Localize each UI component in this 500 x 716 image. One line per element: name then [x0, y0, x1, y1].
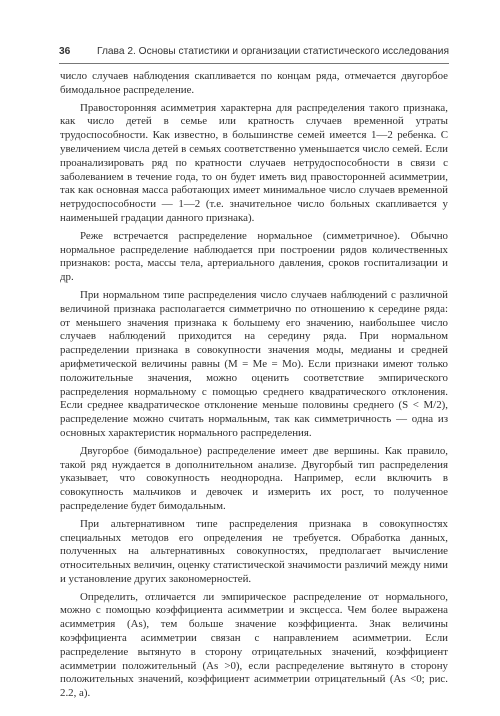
paragraph-normal-type: При нормальном типе распределения число случаев наблюдений с различной величиной признака располагается симметрично по отношению к середине ряда: от меньшего значения признака к большему его значению, наибольшее число случаев наблюдений приходится на середину ряда. При нормальном распределении признака в совокупности значения моды, медианы и средней арифметической величины равны (M = Me = Mo). Если признаки имеют только положительные значения, можно оценить соответствие эмпирического распределения нормальному с помощью среднего квадратического отклонения. Если среднее квадратическое отклонение меньше половины среднего (S < M/2), распределение можно считать нормальным, так как симметричность — одна из основных характеристик нормального распределения.: [60, 288, 448, 439]
paragraph-continuation: число случаев наблюдения скапливается по концам ряда, отмечается двугорбое бимодальное распределение.: [60, 70, 448, 96]
running-head: Глава 2. Основы статистики и организации статистического исследования: [97, 46, 449, 57]
page-number: 36: [59, 46, 71, 57]
page-header: [59, 46, 449, 60]
paragraph-asymmetry: Определить, отличается ли эмпирическое распределение от нормального, можно с помощью коэффициента асимметрии и эксцесса. Чем более выражена асимметрия (As), тем больше значение коэффициента. Знак величины коэффициента асимметрии связан с направлением асимметрии. Если распределение вытянуто в сторону отрицательных значений, коэффициент асимметрии положительный (As >0), если распределение вытянуто в сторону положительных значений, коэффициент асимметрии отрицательный (As <0; рис. 2.2, а).: [60, 590, 448, 700]
paragraph-normal-distribution: Реже встречается распределение нормальное (симметричное). Обычно нормальное распределение наблюдается при построении рядов количественных признаков: роста, массы тела, артериального давления, сроков госпитализации и др.: [60, 229, 448, 284]
paragraph-bimodal: Двугорбое (бимодальное) распределение имеет две вершины. Как правило, такой ряд нуждается в дополнительном анализе. Двугорбый тип распределения указывает, что совокупность неоднородна. Например, если включить в совокупность мальчиков и девочек и измерить их рост, то полученное распределение будет бимодальным.: [60, 444, 448, 512]
body-text: [60, 70, 448, 705]
paragraph-right-skew: Правосторонняя асимметрия характерна для распределения такого признака, как число детей в семье или кратность случаев временной утраты трудоспособности. Как известно, в большинстве семей имеется 1—2 ребенка. С увеличением числа детей в семьях соответственно уменьшается число семей. Если проанализировать ряд по кратности случаев нетрудоспособности в связи с заболеванием в течение года, то он будет иметь вид правосторонней асимметрии, так как основная масса работающих имеет минимальное число случаев временной нетрудоспособности — 1—2 (т.е. значительное число больных скапливается у наименьшей градации данного признака).: [60, 101, 448, 224]
paragraph-alternative: При альтернативном типе распределения признака в совокупностях специальных методов его определения не требуется. Обработка данных, полученных на альтернативных совокупностях, предполагает вычисление относительных величин, оценку статистической значимости различий между ними и установление других закономерностей.: [60, 517, 448, 585]
header-rule: [59, 63, 449, 64]
